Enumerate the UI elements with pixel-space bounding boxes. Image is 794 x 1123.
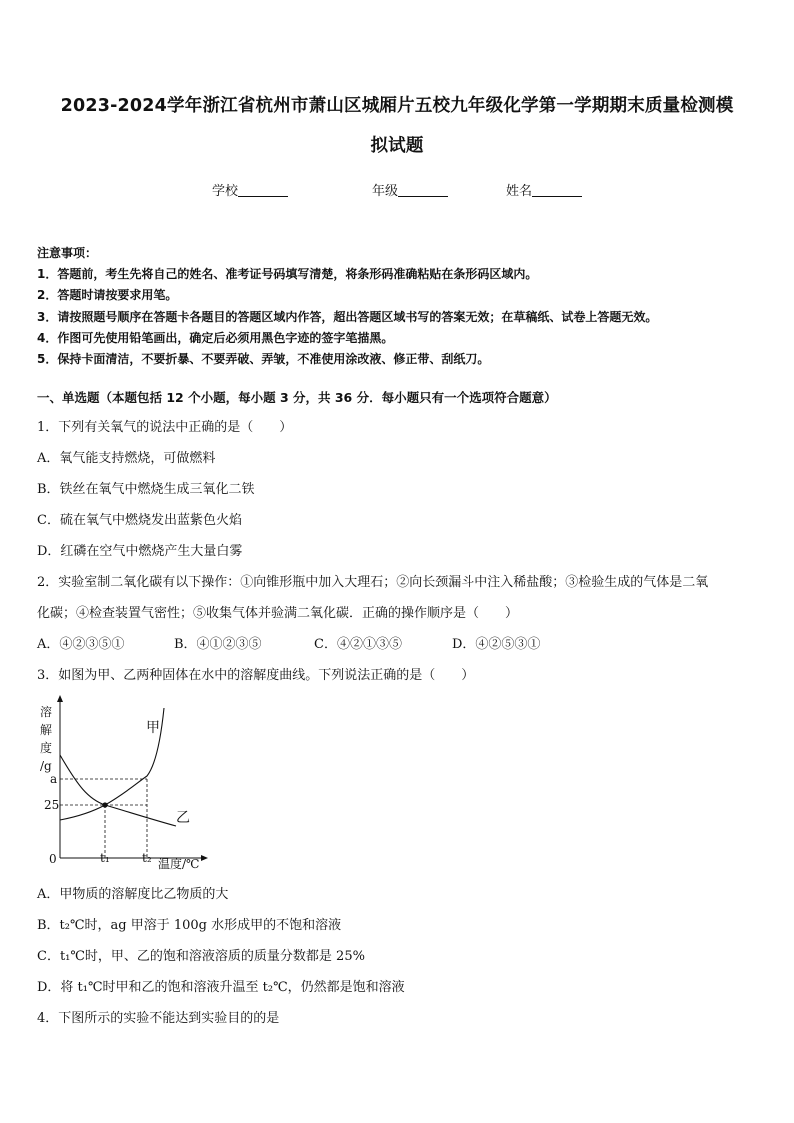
solubility-chart bbox=[36, 692, 216, 872]
notes-block bbox=[37, 243, 657, 370]
notes-heading: 注意事项： bbox=[37, 246, 98, 260]
school-blank[interactable] bbox=[238, 184, 288, 197]
grade-blank[interactable] bbox=[398, 184, 448, 197]
name-label: 姓名 bbox=[506, 184, 533, 199]
note-item: 3．请按照题号顺序在答题卡各题目的答题区域内作答，超出答题区域书写的答案无效；在草稿纸、试卷上答题无效。 bbox=[37, 309, 658, 324]
y-axis-arrow bbox=[57, 695, 63, 702]
y-tick-a: a bbox=[50, 772, 58, 786]
name-field[interactable] bbox=[506, 180, 582, 199]
q3-option-b: B．t₂℃时，ag 甲溶于 100g 水形成甲的不饱和溶液 bbox=[37, 918, 342, 933]
x-axis-arrow bbox=[201, 855, 208, 861]
series-label-jia: 甲 bbox=[146, 720, 160, 736]
name-blank[interactable] bbox=[532, 184, 582, 197]
y-label-char: 度 bbox=[40, 741, 53, 755]
q2-option-b: B．④①②③⑤ bbox=[174, 637, 262, 652]
q4-stem: 4．下图所示的实验不能达到实验目的的是 bbox=[37, 1011, 280, 1026]
note-item: 2．答题时请按要求用笔。 bbox=[37, 288, 178, 303]
y-tick-25: 25 bbox=[44, 798, 60, 812]
q1-option-b: B．铁丝在氧气中燃烧生成三氧化二铁 bbox=[37, 482, 255, 497]
q1-option-c: C．硫在氧气中燃烧发出蓝紫色火焰 bbox=[37, 513, 242, 528]
title-line-1: 2023-2024学年浙江省杭州市萧山区城厢片五校九年级化学第一学期期末质量检测模 bbox=[60, 96, 734, 116]
x-tick-t1: t₁ bbox=[100, 851, 110, 865]
q3-stem: 3．如图为甲、乙两种固体在水中的溶解度曲线。下列说法正确的是（ ） bbox=[37, 668, 475, 683]
grade-label: 年级 bbox=[372, 184, 399, 199]
x-tick-t2: t₂ bbox=[142, 851, 152, 865]
note-item: 1．答题前，考生先将自己的姓名、准考证号码填写清楚，将条形码准确粘贴在条形码区域内。 bbox=[37, 267, 538, 282]
y-label-char: 解 bbox=[40, 723, 53, 737]
series-yi bbox=[60, 755, 176, 826]
q2-option-d: D．④②⑤③① bbox=[452, 637, 541, 652]
x-axis-label: 温度/℃ bbox=[158, 857, 200, 871]
q3-option-d: D．将 t₁℃时甲和乙的饱和溶液升温至 t₂℃，仍然都是饱和溶液 bbox=[37, 980, 405, 995]
q2-options bbox=[37, 633, 540, 652]
origin-label: 0 bbox=[49, 852, 57, 866]
section-heading: 一、单选题（本题包括 12 个小题，每小题 3 分，共 36 分．每小题只有一个选项符合题意） bbox=[37, 390, 557, 405]
title-line-2: 拟试题 bbox=[370, 136, 424, 156]
note-item: 5．保持卡面清洁，不要折暴、不要弄破、弄皱，不准使用涂改液、修正带、刮纸刀。 bbox=[37, 352, 490, 367]
note-item: 4．作图可先使用铅笔画出，确定后必须用黑色字迹的签字笔描黑。 bbox=[37, 330, 394, 345]
q3-option-a: A．甲物质的溶解度比乙物质的大 bbox=[37, 887, 229, 902]
page-title bbox=[20, 86, 774, 166]
q3-option-c: C．t₁℃时，甲、乙的饱和溶液溶质的质量分数都是 25% bbox=[37, 949, 365, 964]
q1-stem: 1．下列有关氧气的说法中正确的是（ ） bbox=[37, 420, 293, 435]
school-field[interactable] bbox=[212, 180, 288, 199]
q2-option-a: A．④②③⑤① bbox=[37, 637, 125, 652]
q2-option-c: C．④②①③⑤ bbox=[314, 637, 402, 652]
grade-field[interactable] bbox=[372, 180, 448, 199]
intersection-point bbox=[102, 802, 107, 807]
y-label-char: 溶 bbox=[40, 705, 53, 719]
q1-option-a: A．氧气能支持燃烧，可做燃料 bbox=[37, 451, 216, 466]
series-label-yi: 乙 bbox=[176, 810, 190, 826]
y-label-char: /g bbox=[40, 759, 52, 773]
q2-stem-line-1: 2．实验室制二氧化碳有以下操作：①向锥形瓶中加入大理石；②向长颈漏斗中注入稀盐酸；③检验生成的气体是二氧 bbox=[37, 575, 709, 590]
school-label: 学校 bbox=[212, 184, 239, 199]
q1-option-d: D．红磷在空气中燃烧产生大量白雾 bbox=[37, 544, 243, 559]
q2-stem-line-2: 化碳；④检查装置气密性；⑤收集气体并验满二氧化碳．正确的操作顺序是（ ） bbox=[37, 606, 519, 621]
